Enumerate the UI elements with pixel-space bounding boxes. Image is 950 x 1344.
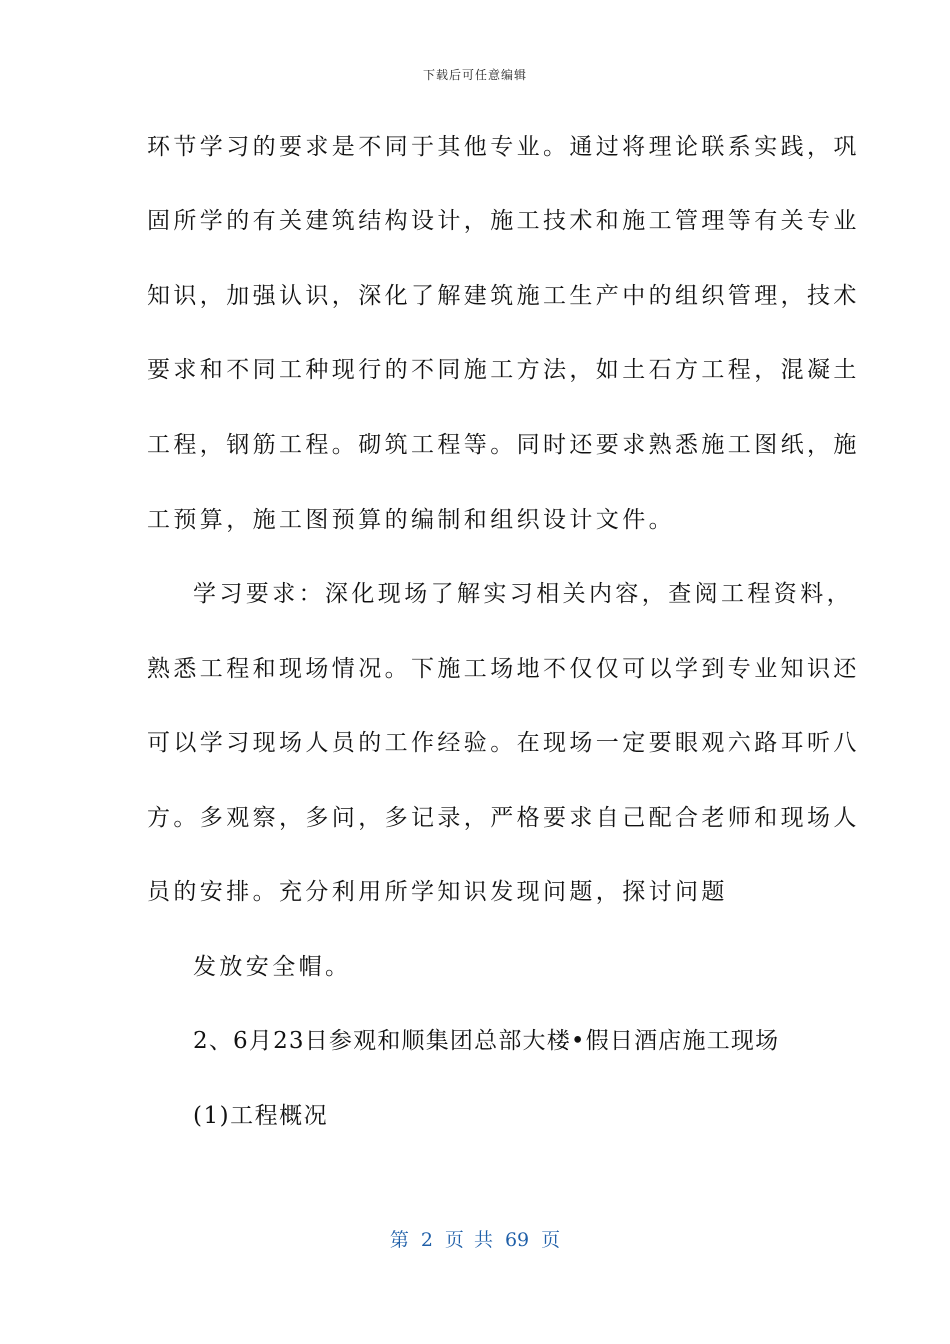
body-line: 工程，钢筋工程。砌筑工程等。同时还要求熟悉施工图纸，施: [147, 432, 860, 458]
subsection-heading: (1)工程概况: [193, 1103, 329, 1129]
body-line: 环节学习的要求是不同于其他专业。通过将理论联系实践，巩: [147, 134, 860, 160]
body-line: 要求和不同工种现行的不同施工方法，如土石方工程，混凝土: [147, 357, 860, 383]
page-header: 下载后可任意编辑: [422, 68, 527, 82]
body-line: 方。多观察，多问，多记录，严格要求自己配合老师和现场人: [147, 805, 860, 831]
page-footer: [0, 1225, 950, 1252]
footer-middle: 页 共: [444, 1229, 493, 1251]
footer-prefix: 第: [389, 1229, 409, 1251]
footer-suffix: 页: [541, 1229, 561, 1251]
body-line: 知识，加强认识，深化了解建筑施工生产中的组织管理，技术: [147, 283, 860, 309]
page-number: 2: [420, 1229, 433, 1251]
body-line: 熟悉工程和现场情况。下施工场地不仅仅可以学到专业知识还: [147, 656, 860, 682]
body-line: 工预算，施工图预算的编制和组织设计文件。: [147, 507, 675, 533]
body-line: 发放安全帽。: [193, 954, 352, 980]
body-line: 可以学习现场人员的工作经验。在现场一定要眼观六路耳听八: [147, 730, 860, 756]
body-line: 固所学的有关建筑结构设计，施工技术和施工管理等有关专业: [147, 208, 860, 234]
body-line: 学习要求：深化现场了解实习相关内容，查阅工程资料，: [193, 581, 853, 607]
page-total: 69: [504, 1229, 530, 1251]
section-heading: 2、6月23日参观和顺集团总部大楼•假日酒店施工现场: [193, 1028, 780, 1054]
body-line: 员的安排。充分利用所学知识发现问题，探讨问题: [147, 879, 728, 905]
